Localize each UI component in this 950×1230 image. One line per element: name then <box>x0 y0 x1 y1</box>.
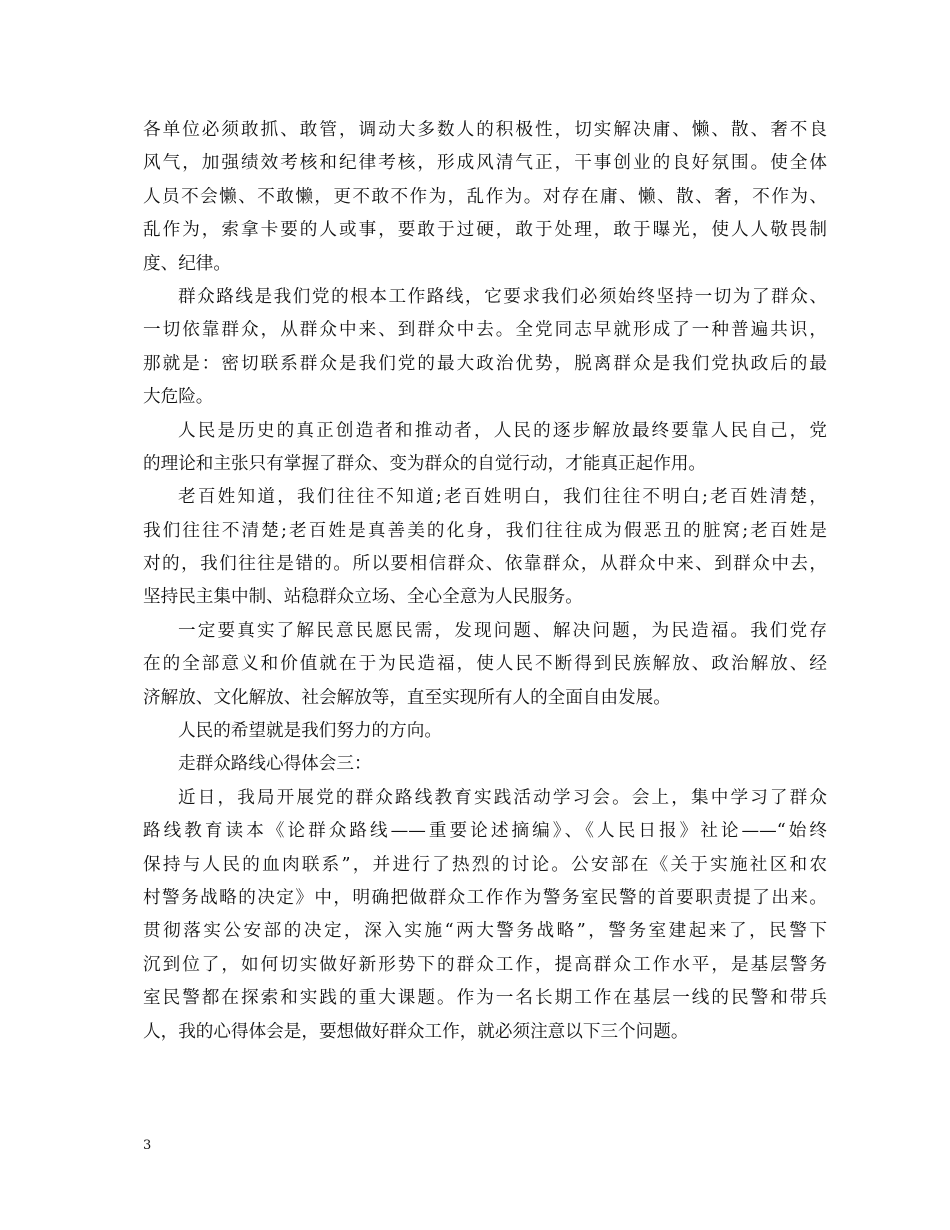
paragraph <box>143 615 827 715</box>
text-line: 室民警都在探索和实践的重大课题。作为一名长期工作在基层一线的民警和带兵 <box>143 988 827 1009</box>
paragraph <box>143 114 827 281</box>
text-line: 人民是历史的真正创造者和推动者，人民的逐步解放最终要靠人民自己，党 <box>178 420 827 441</box>
text-line: 老百姓知道，我们往往不知道;老百姓明白，我们往往不明白;老百姓清楚， <box>178 487 827 508</box>
paragraph <box>143 748 827 781</box>
text-line: 大危险。 <box>143 387 214 408</box>
text-line: 人民的希望就是我们努力的方向。 <box>178 721 442 742</box>
text-line: 群众路线是我们党的根本工作路线，它要求我们必须始终坚持一切为了群众、 <box>178 286 827 307</box>
text-line: 风气，加强绩效考核和纪律考核，形成风清气正，干事创业的良好氛围。使全体 <box>143 153 827 174</box>
text-line: 走群众路线心得体会三： <box>178 754 372 775</box>
text-line: 保持与人民的血肉联系”，并进行了热烈的讨论。公安部在《关于实施社区和农 <box>143 854 827 875</box>
text-line: 近日，我局开展党的群众路线教育实践活动学习会。会上，集中学习了群众 <box>178 787 827 808</box>
page-number: 3 <box>143 1138 152 1153</box>
text-line: 我们往往不清楚;老百姓是真善美的化身，我们往往成为假恶丑的脏窝;老百姓是 <box>143 520 827 541</box>
text-line: 的理论和主张只有掌握了群众、变为群众的自觉行动，才能真正起作用。 <box>143 453 707 474</box>
text-line: 度、纪律。 <box>143 253 231 274</box>
text-line: 济解放、文化解放、社会解放等，直至实现所有人的全面自由发展。 <box>143 687 671 708</box>
paragraph <box>143 415 827 482</box>
text-line: 对的，我们往往是错的。所以要相信群众、依靠群众，从群众中来、到群众中去， <box>143 554 827 575</box>
text-line: 在的全部意义和价值就在于为民造福，使人民不断得到民族解放、政治解放、经 <box>143 654 827 675</box>
paragraph <box>143 281 827 415</box>
text-line: 路线教育读本《论群众路线——重要论述摘编》、《人民日报》社论——“始终 <box>143 821 827 842</box>
text-line: 贯彻落实公安部的决定，深入实施“两大警务战略”，警务室建起来了，民警下 <box>143 921 827 942</box>
text-line: 人员不会懒、不敢懒，更不敢不作为，乱作为。对存在庸、懒、散、奢，不作为、 <box>143 186 827 207</box>
text-line: 各单位必须敢抓、敢管，调动大多数人的积极性，切实解决庸、懒、散、奢不良 <box>143 120 827 140</box>
paragraph <box>143 782 827 1049</box>
text-line: 一定要真实了解民意民愿民需，发现问题、解决问题，为民造福。我们党存 <box>178 620 827 641</box>
text-line: 坚持民主集中制、站稳群众立场、全心全意为人民服务。 <box>143 587 583 608</box>
paragraph <box>143 715 827 748</box>
document-body <box>143 114 827 1049</box>
paragraph <box>143 481 827 615</box>
text-line: 一切依靠群众，从群众中来、到群众中去。全党同志早就形成了一种普遍共识， <box>143 320 827 341</box>
text-line: 那就是：密切联系群众是我们党的最大政治优势，脱离群众是我们党执政后的最 <box>143 353 827 374</box>
text-line: 村警务战略的决定》中，明确把做群众工作作为警务室民警的首要职责提了出来。 <box>143 887 827 908</box>
text-line: 乱作为，索拿卡要的人或事，要敢于过硬，敢于处理，敢于曝光，使人人敬畏制 <box>143 220 827 241</box>
text-line: 人，我的心得体会是，要想做好群众工作，就必须注意以下三个问题。 <box>143 1021 689 1042</box>
text-line: 沉到位了，如何切实做好新形势下的群众工作，提高群众工作水平，是基层警务 <box>143 954 827 975</box>
